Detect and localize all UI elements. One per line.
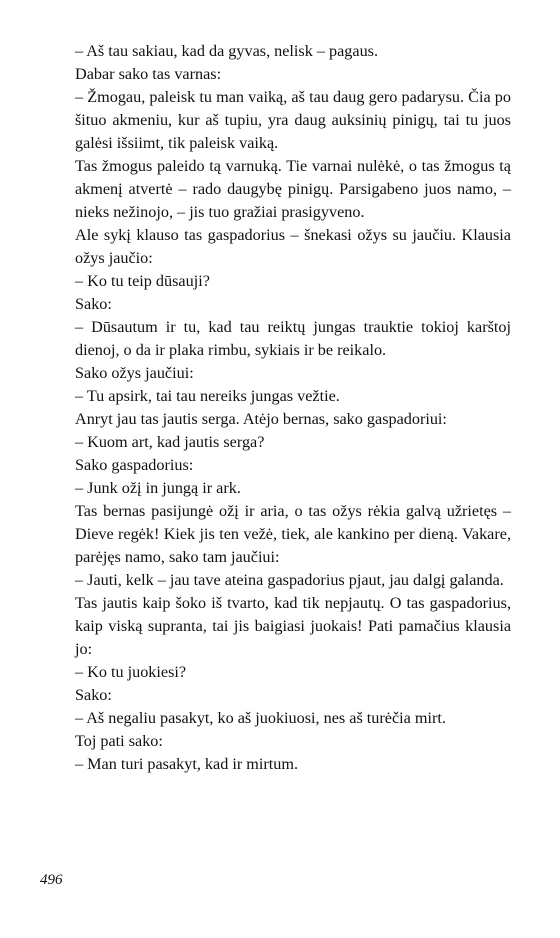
paragraph-12: – Kuom art, kad jautis serga? <box>75 433 265 451</box>
page-text-block <box>75 40 511 776</box>
paragraph-7: Sako: <box>75 295 112 313</box>
page-number: 496 <box>40 872 63 888</box>
paragraph-21: Toj pati sako: <box>75 732 163 750</box>
paragraph-11: Anryt jau tas jautis serga. Atėjo bernas, sako gaspadoriui: <box>75 410 447 428</box>
paragraph-8: – Dūsautum ir tu, kad tau reiktų jungas trauktie tokioj karštoj dienoj, o da ir plaka rimbu, sykiais ir be reikalo. <box>75 318 511 359</box>
paragraph-18: – Ko tu juokiesi? <box>75 663 187 681</box>
paragraph-3: – Žmogau, paleisk tu man vaiką, aš tau daug gero padarysu. Čia po šituo akmeniu, kur aš tupiu, yra daug auksinių pinigų, tai tu juos galėsi išsiimt, tik paleisk vaiką. <box>75 88 511 152</box>
paragraph-20: – Aš negaliu pasakyt, ko aš juokiuosi, nes aš turėčia mirt. <box>75 709 446 727</box>
paragraph-2: Dabar sako tas varnas: <box>75 65 222 83</box>
paragraph-17: Tas jautis kaip šoko iš tvarto, kad tik nepjautų. O tas gaspadorius, kaip viską supranta, tai jis baigiasi juokais! Pati pamačius klausia jo: <box>75 594 511 658</box>
paragraph-4: Tas žmogus paleido tą varnuką. Tie varnai nulėkė, o tas žmogus tą akmenį atvertė – rado daugybę pinigų. Parsigabeno juos namo, – nieks nežinojo, – jis tuo gražiai prasigyveno. <box>75 157 511 221</box>
paragraph-9: Sako ožys jaučiui: <box>75 364 194 382</box>
paragraph-14: – Junk ožį in jungą ir ark. <box>75 479 241 497</box>
paragraph-19: Sako: <box>75 686 112 704</box>
paragraph-10: – Tu apsirk, tai tau nereiks jungas vežtie. <box>75 387 340 405</box>
paragraph-13: Sako gaspadorius: <box>75 456 194 474</box>
paragraph-5: Ale sykį klauso tas gaspadorius – šnekasi ožys su jaučiu. Klausia ožys jaučio: <box>75 226 511 267</box>
paragraph-16: – Jauti, kelk – jau tave ateina gaspadorius pjaut, jau dalgį galanda. <box>75 571 504 589</box>
paragraph-15: Tas bernas pasijungė ožį ir aria, o tas ožys rėkia galvą užrietęs – Dieve regėk! Kiek jis ten vežė, tiek, ale kankino per dieną. Vakare, parėjęs namo, sako tam jaučiui: <box>75 502 511 566</box>
paragraph-22: – Man turi pasakyt, kad ir mirtum. <box>75 755 298 773</box>
paragraph-1: – Aš tau sakiau, kad da gyvas, nelisk – pagaus. <box>75 42 379 60</box>
paragraph-6: – Ko tu teip dūsauji? <box>75 272 210 290</box>
